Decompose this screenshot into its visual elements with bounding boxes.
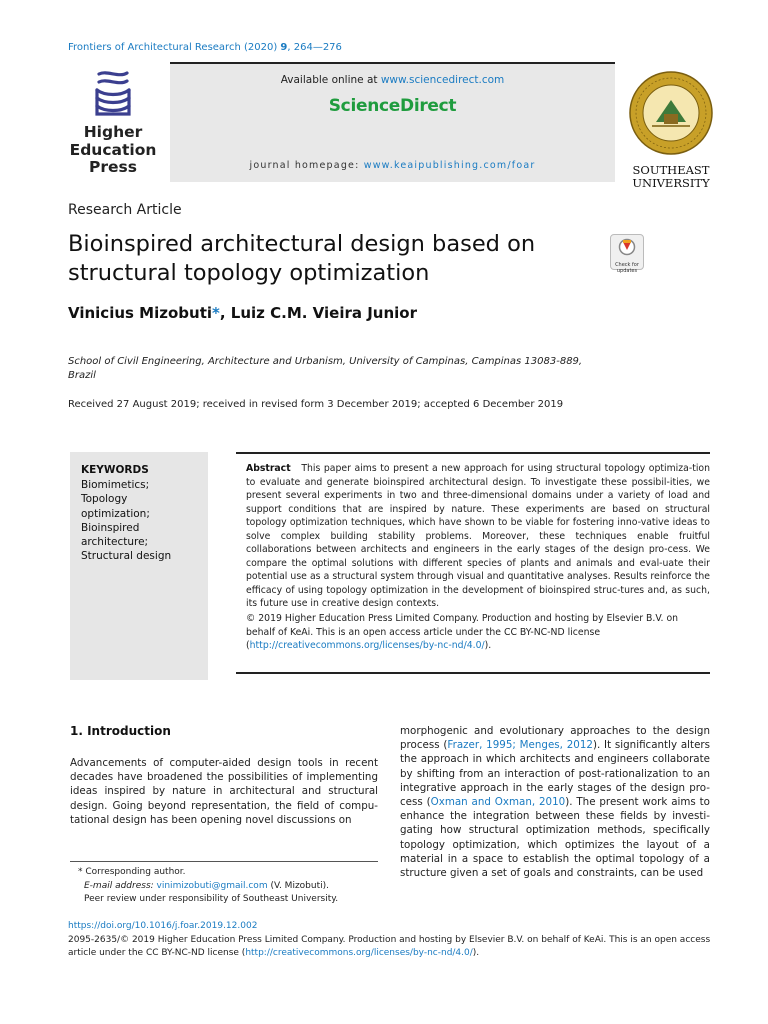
keywords-box	[70, 452, 208, 680]
sciencedirect-title[interactable]: ScienceDirect	[328, 96, 457, 116]
license-statement: 2095-2635/© 2019 Higher Education Press Limited Company. Production and hosting by Elsevier B.V. on behalf of KeAi. This is an open access article under the CC BY-NC-ND license (http://creativecommons.org/licenses/by-nc-nd/4.0/).	[68, 935, 711, 958]
keywords-title: KEYWORDS	[81, 464, 149, 476]
hep-logo-text: Higher Education Press	[69, 123, 157, 176]
journal-citation[interactable]	[68, 42, 342, 53]
university-seal-icon	[628, 70, 714, 156]
abstract-text: This paper aims to present a new approach for using structural topology optimiza-tion to evaluate and generate bioinspired architectural design. To investigate these possibil-ities, we present several experiments in two and three-dimensional domains under a variety of load and support conditions that are inspired by nature. These experiments are based on structural topology optimization techniques, which have shown to be viable for fostering inno-vative ideas to solve complex building stability problems. Moreover, these techniques enable fruitful collaborations between architects and engineers in the early stages of the design pro-cess. We compare the optimal solutions with different species of plants and animals and eval-uate their potential use as a structural system through visual and quantitative analyses. Results reinforce the efficacy of using topology optimization in the development of bioinspired struc-tures and, as such, its future use in creative design contexts.	[246, 463, 710, 609]
peer-review-note: Peer review under responsibility of Southeast University.	[84, 894, 339, 904]
keyword-item: Biomimetics;	[81, 479, 150, 491]
homepage-link[interactable]: www.keaipublishing.com/foar	[363, 160, 536, 171]
authors: Vinicius Mizobuti*, Luiz C.M. Vieira Junior	[68, 304, 418, 322]
journal-homepage: journal homepage: www.keaipublishing.com/foar	[249, 160, 536, 171]
available-online: Available online at www.sciencedirect.com	[280, 74, 505, 86]
author-2: Luiz C.M. Vieira Junior	[230, 304, 418, 322]
keyword-item: Topology	[81, 493, 128, 506]
article-title: Bioinspired architectural design based on structural topology optimization	[68, 231, 536, 286]
university-name: SOUTHEAST UNIVERSITY	[632, 163, 710, 190]
doi-link[interactable]: https://doi.org/10.1016/j.foar.2019.12.002	[68, 921, 258, 931]
abstract-copyright: © 2019 Higher Education Press Limited Company. Production and hosting by Elsevier B.V. on behalf of KeAi. This is an open access article under the CC BY-NC-ND license (http://creativecommons.org/licenses/by-nc-nd/4.0/).	[246, 613, 679, 651]
footnotes	[78, 866, 378, 907]
publisher-logo	[64, 68, 162, 182]
email-note: E-mail address: vinimizobuti@gmail.com (V. Mizobuti).	[84, 880, 329, 891]
email-link[interactable]: vinimizobuti@gmail.com	[156, 880, 268, 891]
abstract	[246, 462, 710, 611]
sciencedirect-link[interactable]: www.sciencedirect.com	[380, 74, 505, 86]
keyword-item: optimization;	[81, 507, 150, 520]
keyword-item: Bioinspired	[81, 521, 140, 534]
reference-link[interactable]: Frazer, 1995; Menges, 2012	[447, 739, 593, 752]
journal-pages: , 264—276	[287, 42, 342, 53]
sciencedirect-banner	[170, 62, 615, 182]
abstract-label: Abstract	[246, 463, 291, 474]
journal-volume: 9	[280, 42, 288, 53]
abstract-top-rule	[236, 452, 710, 454]
intro-right-column: morphogenic and evolutionary approaches to the design process (Frazer, 1995; Menges, 2012). It significantly alters the approach in which architects and engineers collaborate by shifting from an interaction of post-rationalization to an integrative approach in the early stages of the design pro-cess (Oxman and Oxman, 2010). The present work aims to enhance the integration between these fields by investi-gating how structural optimization methods, specifically topology optimization, which optimizes the layout of a material in a space to establish the optimal topology of a structure given a set of goals and constraints, can be used	[400, 725, 710, 880]
license-link[interactable]: http://creativecommons.org/licenses/by-nc-nd/4.0/	[249, 640, 485, 651]
university-logo	[625, 70, 717, 189]
abstract-bottom-rule	[236, 672, 710, 674]
hep-book-icon	[93, 68, 133, 118]
footnote-rule	[70, 861, 378, 862]
corresponding-author-note: * Corresponding author.	[78, 867, 186, 877]
received-dates: Received 27 August 2019; received in revised form 3 December 2019; accepted 6 December 2019	[68, 399, 564, 410]
section-heading: 1. Introduction	[70, 724, 171, 738]
journal-name: Frontiers of Architectural Research (2020)	[68, 42, 281, 53]
footer-license-link[interactable]: http://creativecommons.org/licenses/by-nc-nd/4.0/	[245, 947, 473, 958]
keyword-item: architecture;	[81, 536, 149, 549]
affiliation: School of Civil Engineering, Architecture and Urbanism, University of Campinas, Campinas 13083-889, Brazil	[68, 356, 583, 381]
check-for-updates-button[interactable]	[610, 234, 646, 274]
keyword-item: Structural design	[81, 550, 172, 563]
check-updates-label: Check for updates	[615, 262, 639, 274]
intro-left-column: Advancements of computer-aided design tools in recent decades have broadened the possibilities of implementing ideas inspired by nature in architectural and structural design. Going beyond representation, the field of compu-tational design has been opening novel discussions on	[70, 757, 378, 826]
author-1: Vinicius Mizobuti	[68, 304, 213, 322]
check-updates-icon	[618, 238, 636, 258]
reference-link[interactable]: Oxman and Oxman, 2010	[430, 796, 566, 809]
article-type: Research Article	[68, 202, 182, 218]
corresponding-author-mark[interactable]: *	[212, 304, 220, 322]
